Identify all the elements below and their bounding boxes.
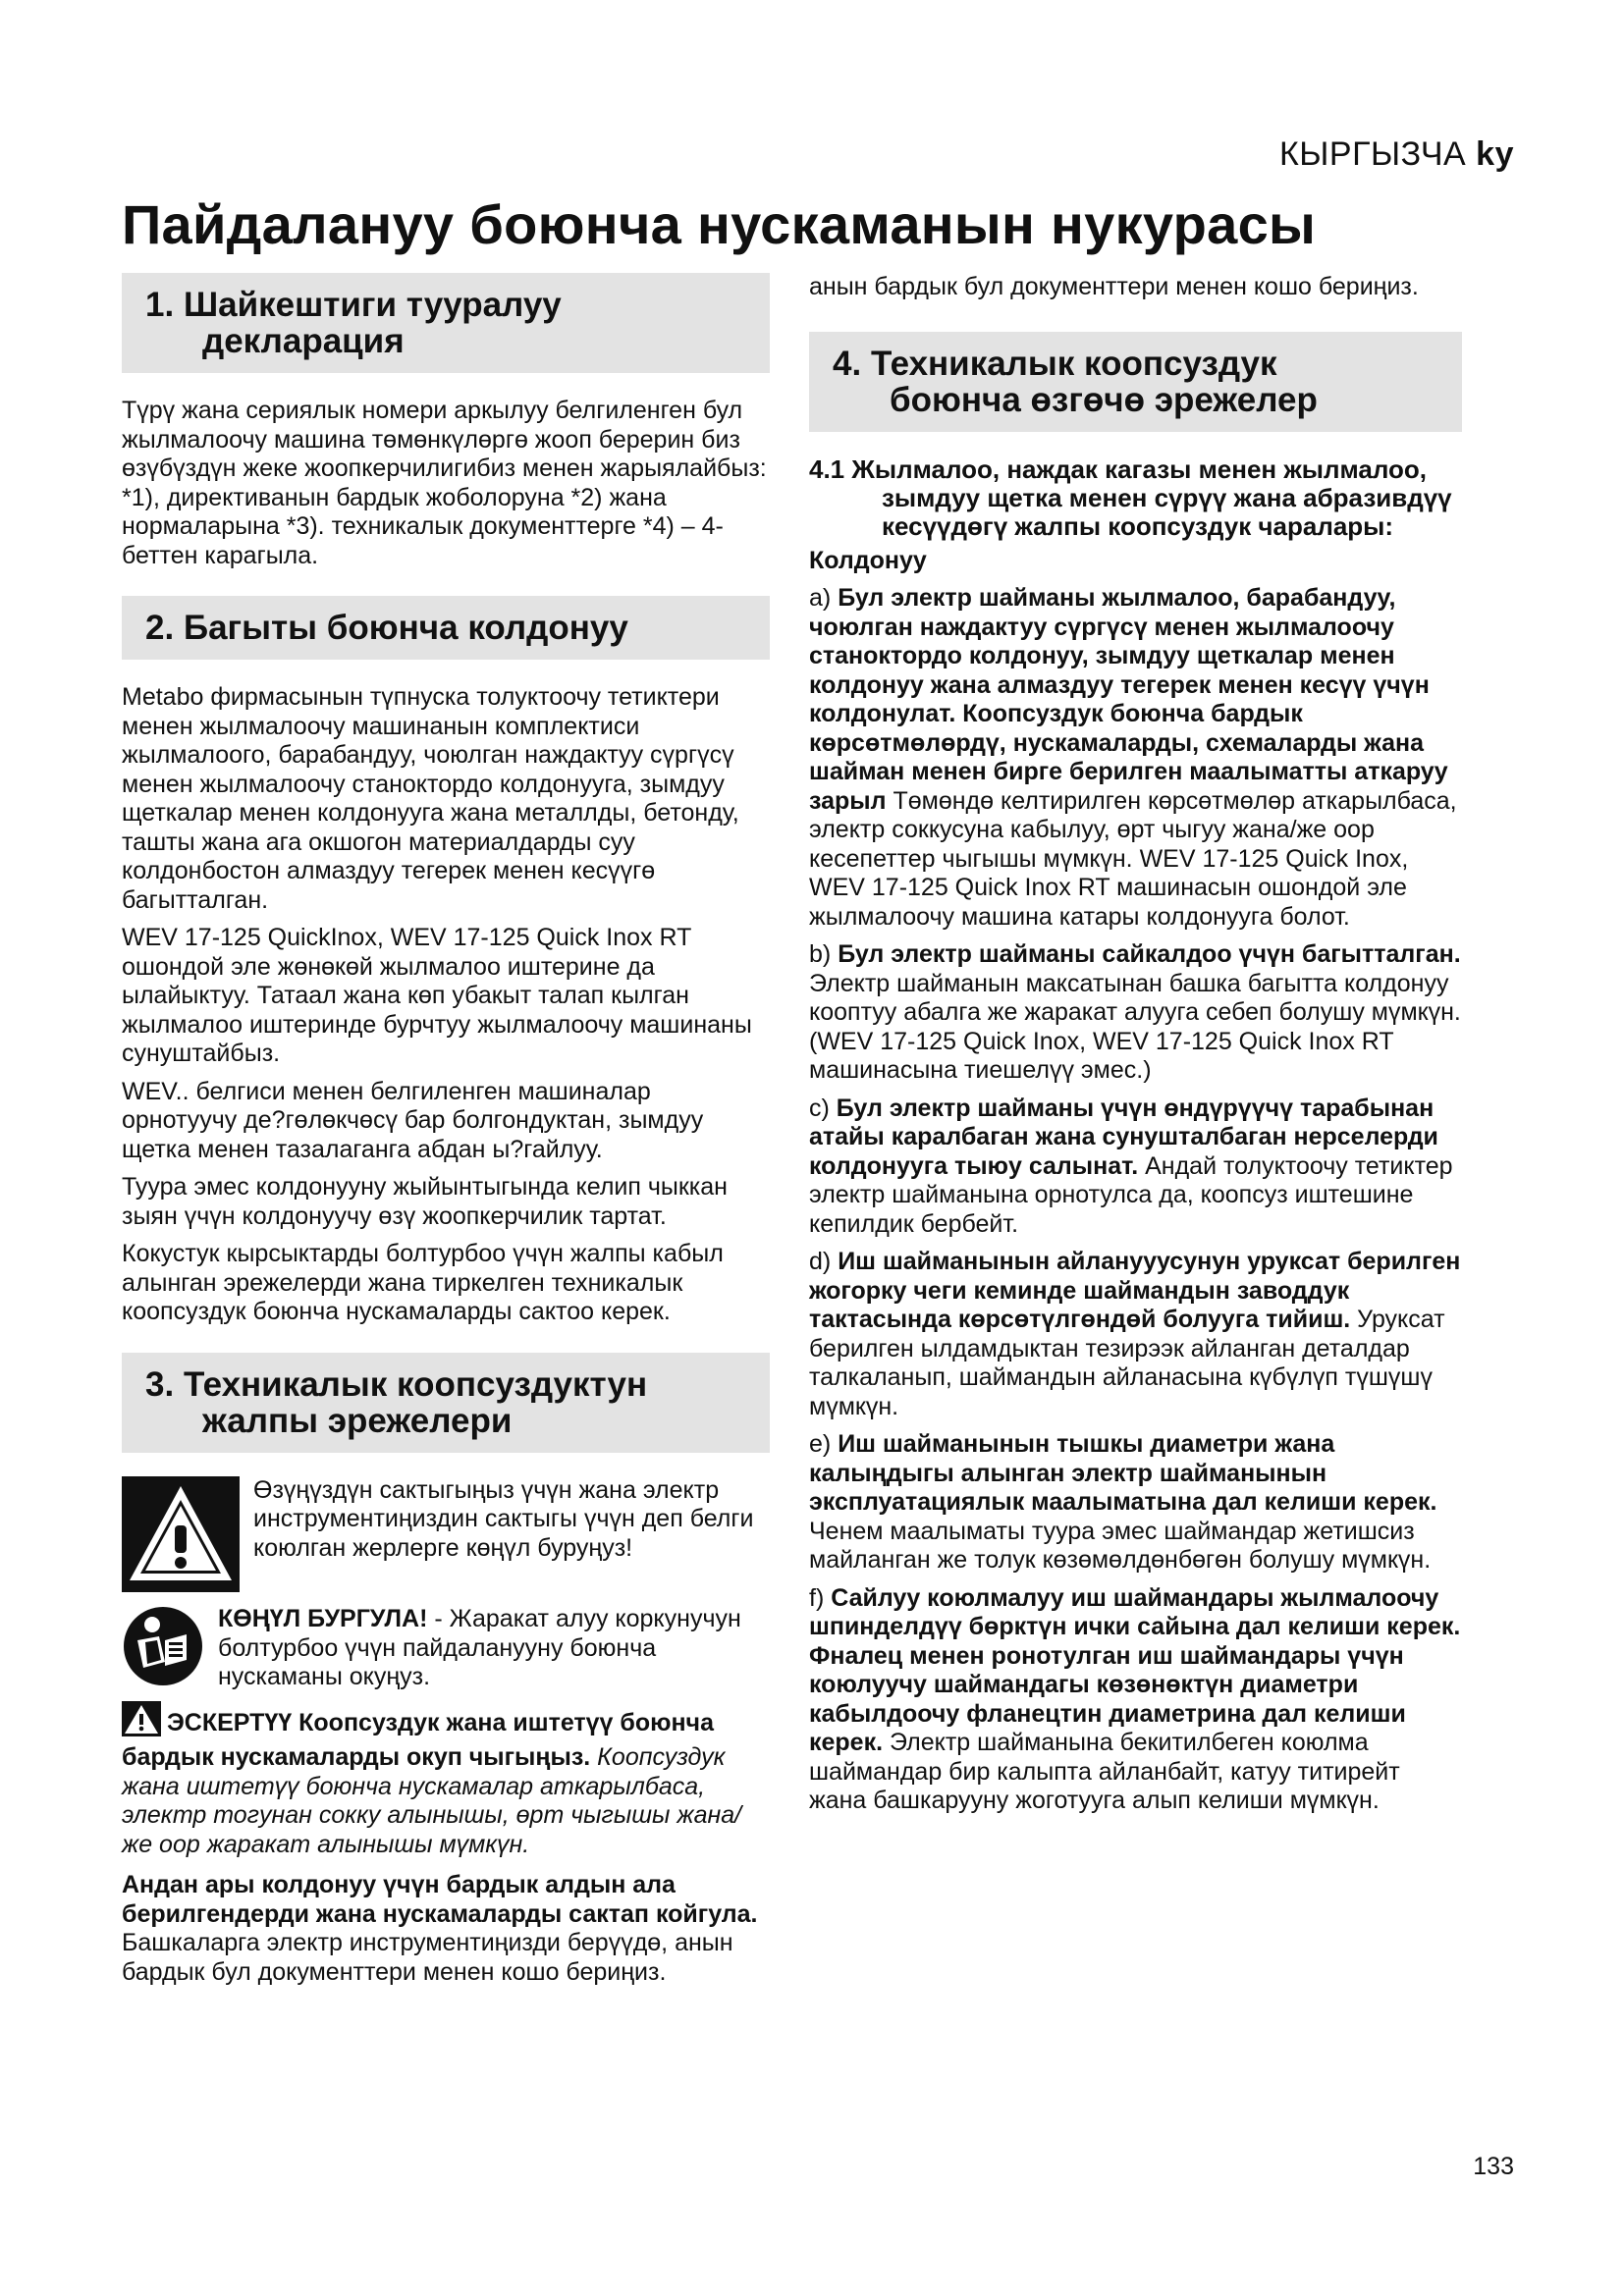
rule-d-letter: d)	[809, 1248, 832, 1275]
usage-label: Колдонуу	[809, 546, 927, 574]
rule-d	[809, 1248, 1462, 1421]
rule-f-bold: Сайлуу коюлмалуу иш шаймандары жылмалоочу шпинделдүү бөрктүн ички сайына дал келиши керек. Фналец менен ронотулган иш шаймандары үчүн коюлуучу шаймандагы көзөнөктүн диаметри кабылдоочу фланецтин диаметрина дал келиши керек.	[809, 1583, 1461, 1756]
keep-instructions-note: Андан ары колдонуу үчүн бардык алдын ала берилгендерди жана нускамаларды сактап койгула.	[122, 1871, 758, 1928]
warning-paragraph	[122, 1701, 770, 1860]
safety-symbol-note	[122, 1476, 770, 1600]
attention-label: КӨҢҮЛ БУРГУЛА!	[218, 1605, 428, 1632]
section-2-title: Багыты боюнча колдонуу	[183, 609, 628, 647]
page-number: 133	[1473, 2153, 1514, 2180]
section-1-title-line1: Шайкештиги тууралуу	[183, 286, 562, 324]
section-2-heading	[122, 596, 770, 660]
rule-e-bold: Иш шайманынын тышкы диаметри жана калыңдыгы алынган электр шайманынын эксплуатациялык маалыматына дал келиши керек.	[809, 1430, 1437, 1516]
rule-e-text: Ченем маалыматы туура эмес шаймандар жетишсиз майланган же толук көзөмөлдөнбөгөн болушу мүмкүн.	[809, 1517, 1432, 1574]
attention-text: - Жаракат алуу коркунучун болтурбоо үчүн пайдаланууну боюнча нускаманы окуңуз.	[218, 1605, 741, 1690]
language-label	[1279, 135, 1514, 174]
warning-italic-text: Коопсуздук жана иштетүү боюнча нускамалар аткарылбаса, электр тогунан сокку алынышы, өрт чыгышы жана/же оор жаракат алынышы мүмкүн.	[122, 1743, 742, 1858]
warning-small-icon	[122, 1701, 161, 1744]
rule-c-letter: c)	[809, 1094, 830, 1122]
rule-e	[809, 1430, 1462, 1575]
handover-paragraph-continued: анын бардык бул документтери менен кошо бериңиз.	[809, 273, 1419, 300]
subsection-4-1-heading	[809, 455, 1462, 541]
language-code: ky	[1476, 135, 1514, 173]
section-2-paragraph-3: WEV.. белгиси менен белгиленген машиналар орнотуучу де?гөлөкчөсү бар болгондуктан, зымдуу щетка менен тазалаганга абдан ы?гайлуу.	[122, 1077, 704, 1163]
rule-d-bold: Иш шайманынын айланууусунун уруксат берилген жогорку чеги кеминде шаймандын заводдук тактасында көрсөтүлгөндөй болууга тийиш.	[809, 1248, 1461, 1333]
section-1-title-line2: декларация	[202, 322, 405, 360]
section-2-paragraph-4: Туура эмес колдонууну жыйынтыгында келип чыккан зыян үчүн колдонуучу өзү жоопкерчилик тартат.	[122, 1173, 728, 1230]
section-2-number: 2.	[145, 609, 175, 647]
section-2-paragraph-5: Кокустук кырсыктарды болтурбоо үчүн жалпы кабыл алынган эрежелерди жана тиркелген техникалык коопсуздук боюнча нускамаларды сактоо керек.	[122, 1240, 724, 1325]
section-3-heading	[122, 1353, 770, 1453]
rule-b	[809, 940, 1462, 1086]
rule-a-bold: Бул электр шайманы жылмалоо, барабандуу, чоюлган наждактуу сүргүсү менен жылмалоочу станоктордо колдонуу, зымдуу щеткалар менен колдонуу жана алмаздуу тегерек менен кесүү үчүн колдонулат. Коопсуздук боюнча бардык көрсөтмөлөрдү, нускамаларды, схемаларды жана шайман менен бирге берилген маалыматты аткаруу зарыл	[809, 584, 1448, 815]
section-4-title-line1: Техникалык коопсуздук	[870, 344, 1277, 383]
warning-triangle-icon	[122, 1476, 240, 1600]
handover-paragraph: Башкаларга электр инструментиңизди берүүдө, анын бардык бул документтери менен кошо бериңиз.	[122, 1929, 733, 1986]
rule-a-letter: a)	[809, 584, 832, 612]
rule-a-text: Төмөндө келтирилген көрсөтмөлөр аткарылбаса, электр соккусуна кабылуу, өрт чыгуу жана/же оор кесепеттер чыгышы мүмкүн. WEV 17-125 Quick Inox, WEV 17-125 Quick Inox RT машинасын ошондой эле жылмалоочу машина катары колдонууга болот.	[809, 786, 1457, 931]
rule-d-text: Уруксат берилген ылдамдыктан тезирээк айланган деталдар талкаланып, шаймандын айланасына күбүлүп түшүшү мүмкүн.	[809, 1306, 1445, 1420]
safety-symbol-text: Өзүңүздүн сактыгыңыз үчүн жана электр инструментиңиздин сактыгы үчүн деп белги коюлган жерлерге көңүл буруңуз!	[253, 1475, 754, 1562]
rule-e-letter: e)	[809, 1430, 832, 1458]
rule-f-text: Электр шайманына бекитилбеген коюлма шаймандар бир калыпта айланбайт, катуу титирейт жана башкарууну жоготууга алып келиши мүмкүн.	[809, 1729, 1400, 1814]
section-4-heading	[809, 332, 1462, 432]
document-title: Пайдалануу боюнча нускаманын нукурасы	[122, 193, 1317, 255]
rule-f	[809, 1584, 1462, 1816]
read-manual-icon	[122, 1605, 204, 1695]
section-1-paragraph: Түрү жана сериялык номери аркылуу белгиленген бул жылмалоочу машина төмөнкүлөргө жооп берерин биз өзүбүздүн жеке жоопкерчилигибиз менен жарыялайбыз: *1), директиванын бардык жоболоруна *2) жана нормаларына *3). техникалык документтерге *4) – 4-беттен карагыла.	[122, 397, 767, 569]
section-3-number: 3.	[145, 1364, 175, 1404]
section-1-heading	[122, 273, 770, 373]
rule-c	[809, 1095, 1462, 1240]
section-1-number: 1.	[145, 286, 175, 324]
rule-c-text: Андай толуктоочу тетиктер электр шайманына орнотулса да, коопсуз иштешине кепилдик бербейт.	[809, 1151, 1453, 1238]
rule-b-bold: Бул электр шайманы сайкалдоо үчүн багытталган.	[838, 940, 1461, 968]
rule-b-text: Электр шайманын максатынан башка багытта колдонуу кооптуу абалга же жаракат алууга себеп болушу мүмкүн. (WEV 17-125 Quick Inox, WEV 17-125 Quick Inox RT машинасына тиешелүү эмес.)	[809, 969, 1461, 1084]
language-name: КЫРГЫЗЧА	[1278, 135, 1467, 173]
section-2-paragraph-1: Metabo фирмасынын түпнуска толуктоочу тетиктери менен жылмалоочу машинанын комплектиси жылмалоого, барабандуу, чоюлган наждактуу сүргүсү менен жылмалоочу станоктордо колдонууга, зымдуу щеткалар менен колдонууга жана металлды, бетонду, ташты жана ага окшогон материалдарды суу колдонбостон алмаздуу тегерек менен кесүүгө багытталган.	[122, 683, 739, 914]
left-column	[122, 273, 770, 1986]
rule-b-letter: b)	[809, 940, 832, 968]
section-4-number: 4.	[833, 344, 862, 383]
section-3-title-line1: Техникалык коопсуздуктун	[183, 1364, 648, 1404]
subsection-title: Жылмалоо, наждак кагазы менен жылмалоо, зымдуу щетка менен сүрүү жана абразивдүү кесүүдөгү жалпы коопсуздук чаралары:	[851, 454, 1452, 541]
section-3-title-line2: жалпы эрежелери	[202, 1401, 513, 1440]
warning-bold-text: ЭСКЕРТҮҮ Коопсуздук жана иштетүү боюнча бардык нускамаларды окуп чыгыңыз.	[122, 1708, 714, 1771]
read-manual-note	[122, 1605, 770, 1695]
subsection-number: 4.1	[809, 454, 845, 484]
section-4-title-line2: боюнча өзгөчө эрежелер	[890, 380, 1318, 419]
rule-f-letter: f)	[809, 1583, 825, 1612]
rule-c-bold: Бул электр шайманы үчүн өндүрүүчү тарабынан атайы каралбаган жана сунушталбаган нерселерди колдонууга тыюу салынат.	[809, 1094, 1438, 1180]
right-column	[809, 273, 1462, 1825]
section-2-paragraph-2: WEV 17-125 QuickInox, WEV 17-125 Quick Inox RT ошондой эле жөнөкөй жылмалоо иштерине да ылайыктуу. Татаал жана көп убакыт талап кылган жылмалоо иштеринде бурчтуу жылмалоочу машинаны сунуштайбыз.	[122, 924, 752, 1067]
rule-a	[809, 584, 1462, 932]
